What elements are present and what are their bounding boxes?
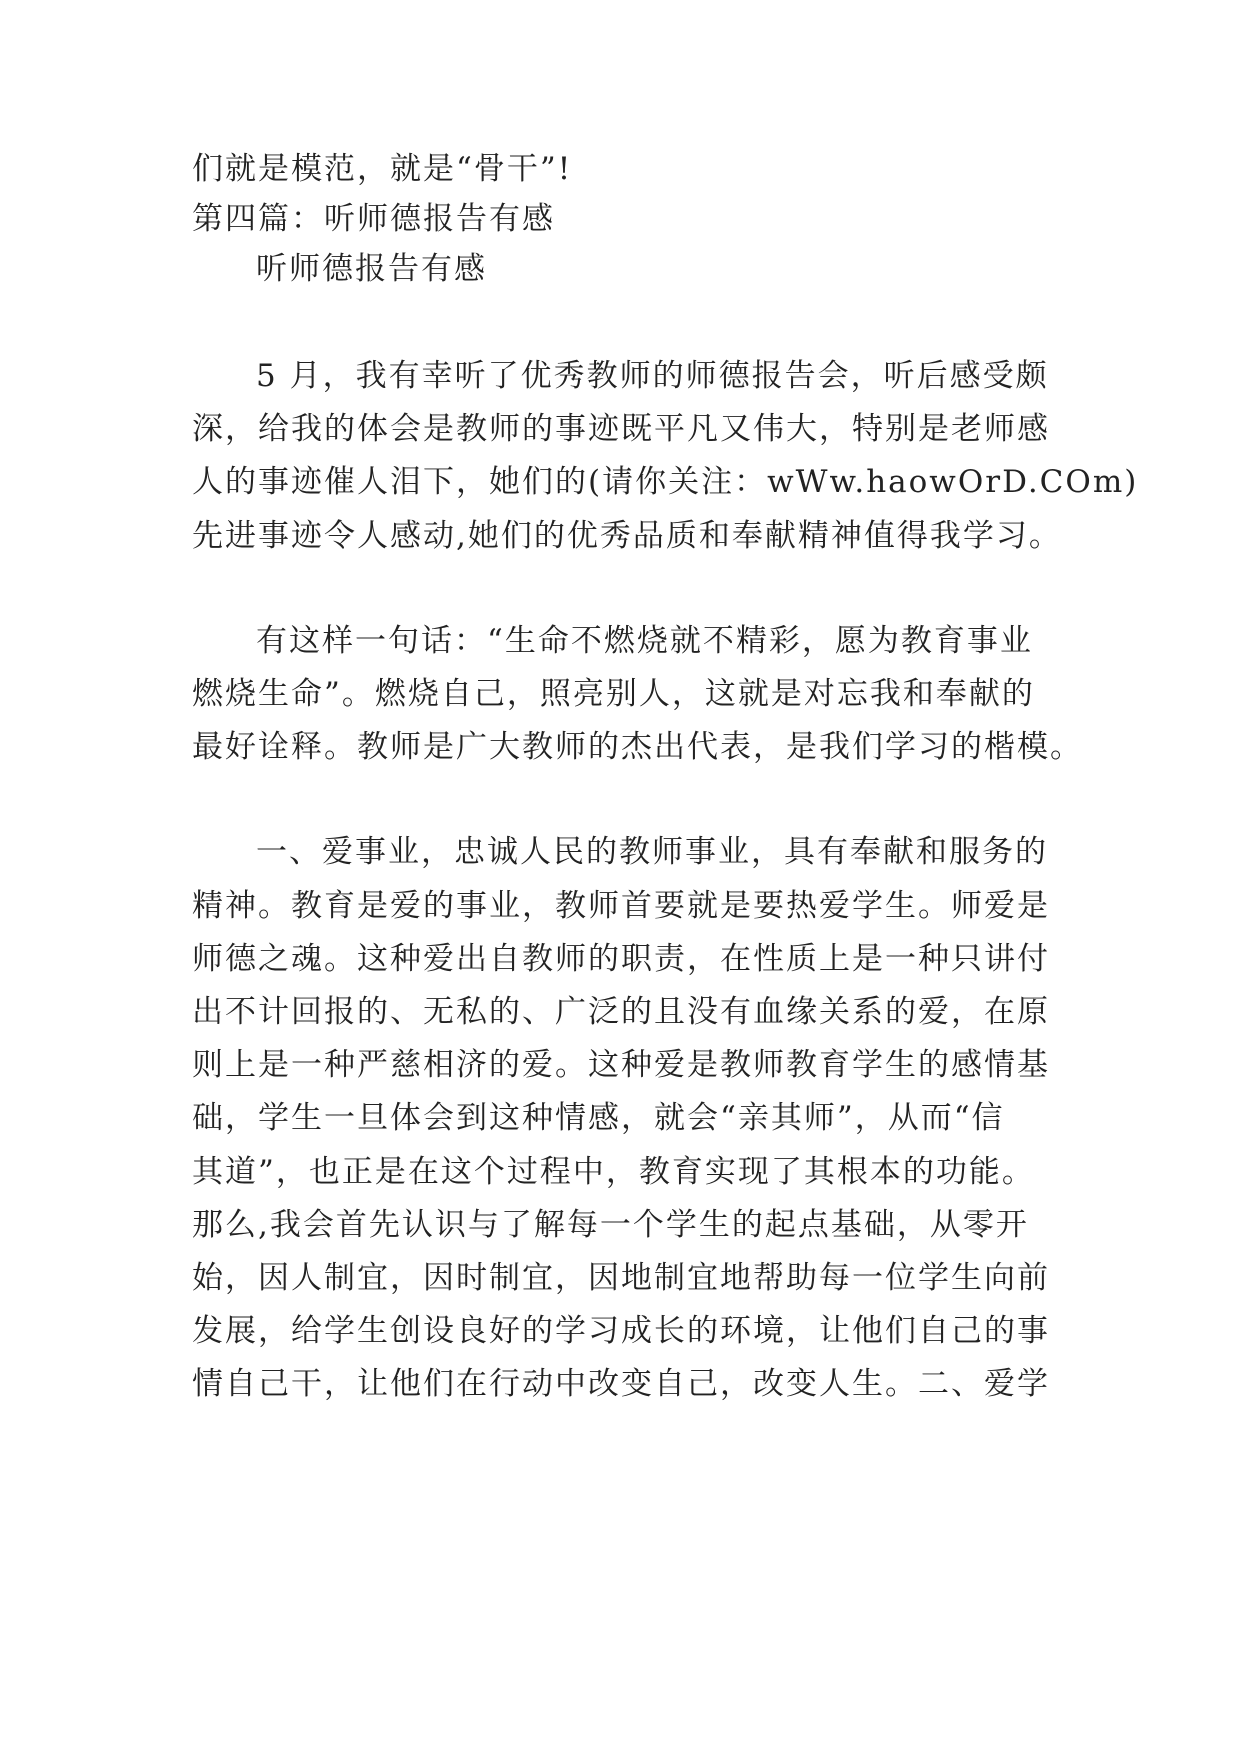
text-line: 精神。教育是爱的事业，教师首要就是要热爱学生。师爱是 [192, 888, 1050, 924]
text-line: 则上是一种严慈相济的爱。这种爱是教师教育学生的感情基 [192, 1047, 1050, 1083]
text-line: 出不计回报的、无私的、广泛的且没有血缘关系的爱，在原 [192, 994, 1050, 1030]
text-line: 一、爱事业，忠诚人民的教师事业，具有奉献和服务的 [256, 834, 1048, 870]
text-line: 其道”，也正是在这个过程中，教育实现了其根本的功能。 [192, 1154, 1035, 1190]
section-heading: 第四篇：听师德报告有感 [192, 201, 555, 237]
text-line: 发展，给学生创设良好的学习成长的环境，让他们自己的事 [192, 1313, 1050, 1349]
article-title: 听师德报告有感 [256, 251, 487, 287]
text-line: 师德之魂。这种爱出自教师的职责，在性质上是一种只讲付 [192, 941, 1050, 977]
text-line: 最好诠释。教师是广大教师的杰出代表，是我们学习的楷模。 [192, 729, 1083, 765]
text-line: 情自己干，让他们在行动中改变自己，改变人生。二、爱学 [192, 1366, 1050, 1402]
text-line: 始，因人制宜，因时制宜，因地制宜地帮助每一位学生向前 [192, 1260, 1050, 1296]
text-line: 有这样一句话：“生命不燃烧就不精彩，愿为教育事业 [256, 623, 1033, 659]
text-line: 5 月，我有幸听了优秀教师的师德报告会，听后感受颇 [256, 358, 1049, 394]
text-line: 燃烧生命”。燃烧自己，照亮别人，这就是对忘我和奉献的 [192, 676, 1035, 712]
text-line: 们就是模范，就是“骨干”! [192, 151, 573, 187]
text-line: 人的事迹催人泪下，她们的(请你关注：wWw.haowOrD.COm) [192, 464, 1139, 500]
text-line: 那么,我会首先认识与了解每一个学生的起点基础，从零开 [192, 1207, 1029, 1243]
text-line: 深，给我的体会是教师的事迹既平凡又伟大，特别是老师感 [192, 411, 1050, 447]
text-line: 础，学生一旦体会到这种情感，就会“亲其师”，从而“信 [192, 1100, 1005, 1136]
text-line: 先进事迹令人感动,她们的优秀品质和奉献精神值得我学习。 [192, 518, 1062, 554]
